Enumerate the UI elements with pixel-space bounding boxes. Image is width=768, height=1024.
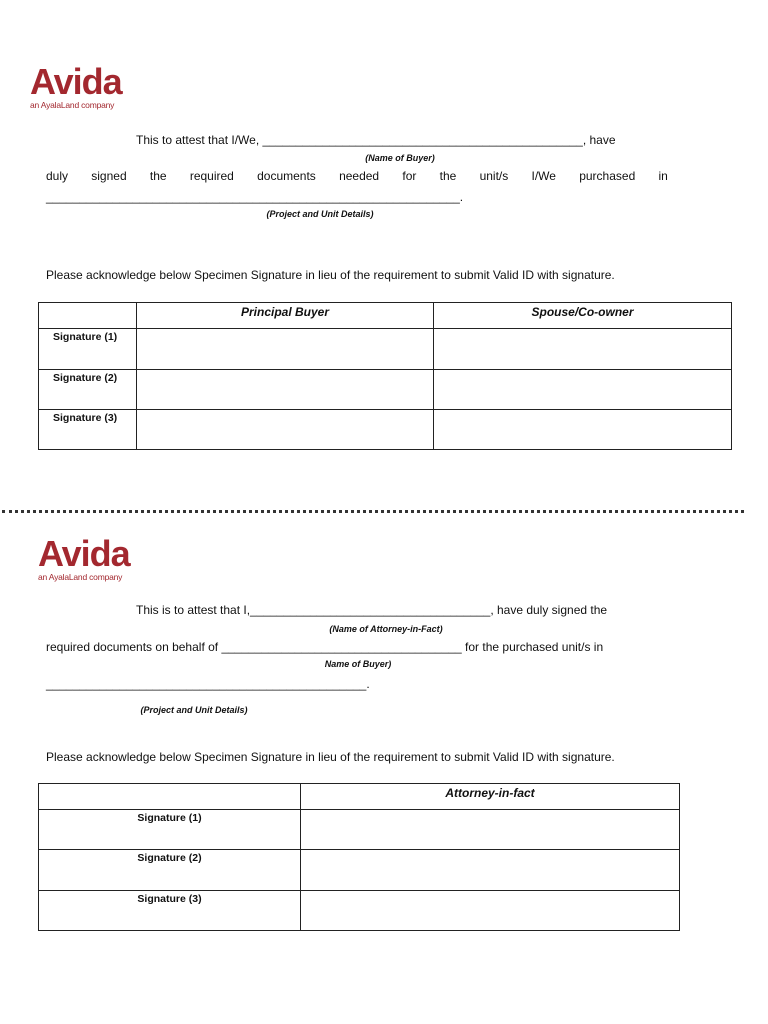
line-word: unit/s xyxy=(479,169,509,183)
logo-wordmark: Avida xyxy=(38,533,130,574)
attest-line-2 xyxy=(46,640,603,654)
table-row xyxy=(39,850,680,891)
row-label-signature-3: Signature (3) xyxy=(39,891,301,931)
table-header-row xyxy=(39,303,732,329)
header-cell-empty xyxy=(39,303,137,329)
logo-wordmark: Avida xyxy=(30,61,122,102)
attest-line-3 xyxy=(46,677,370,691)
project-details-blank[interactable]: ________________________________________________ xyxy=(46,677,367,691)
cut-line-divider xyxy=(2,510,744,513)
logo-tagline: an AyalaLand company xyxy=(38,572,123,582)
line-word: documents xyxy=(257,169,316,183)
line-word: the xyxy=(149,169,167,183)
name-of-buyer-note: Name of Buyer) xyxy=(324,659,392,669)
line-word: needed xyxy=(339,169,380,183)
attest-prefix: This is to attest that I, xyxy=(136,603,251,617)
signature-table-buyers xyxy=(38,302,732,450)
behalf-suffix: for the purchased unit/s in xyxy=(461,640,604,654)
acknowledge-text: Please acknowledge below Specimen Signature in lieu of the requirement to submit Valid ID with signature. xyxy=(46,268,615,282)
line-word: signed xyxy=(91,169,127,183)
row-label-signature-1: Signature (1) xyxy=(39,329,137,370)
signature-table-attorney xyxy=(38,783,680,931)
attest-line-2 xyxy=(46,169,668,183)
table-row xyxy=(39,370,732,410)
attest-suffix: , have duly signed the xyxy=(490,603,608,617)
signature-box-principal-1[interactable] xyxy=(137,329,434,370)
attest-line-1 xyxy=(136,133,616,147)
attest-suffix: , have xyxy=(582,133,616,147)
signature-box-attorney-3[interactable] xyxy=(301,891,680,931)
acknowledge-text: Please acknowledge below Specimen Signature in lieu of the requirement to submit Valid ID with signature. xyxy=(46,750,615,764)
signature-box-principal-3[interactable] xyxy=(137,410,434,450)
project-unit-note: (Project and Unit Details) xyxy=(266,209,374,219)
table-row xyxy=(39,410,732,450)
line-period: . xyxy=(366,677,370,691)
line-word: required xyxy=(189,169,234,183)
table-row xyxy=(39,810,680,850)
attorney-name-blank[interactable]: ____________________________________ xyxy=(250,603,491,617)
line-word: purchased xyxy=(579,169,636,183)
name-of-buyer-note: (Name of Buyer) xyxy=(365,153,435,163)
table-row xyxy=(39,891,680,931)
line-word: in xyxy=(658,169,668,183)
header-principal-buyer: Principal Buyer xyxy=(137,303,434,329)
line-word: duly xyxy=(46,169,69,183)
project-unit-note: (Project and Unit Details) xyxy=(140,705,248,715)
line-period: . xyxy=(459,190,464,204)
avida-logo xyxy=(38,533,148,582)
avida-logo xyxy=(30,61,140,110)
signature-box-principal-2[interactable] xyxy=(137,370,434,410)
signature-box-attorney-1[interactable] xyxy=(301,810,680,850)
header-cell-empty xyxy=(39,784,301,810)
buyer-name-blank[interactable]: ____________________________________ xyxy=(221,640,462,654)
signature-box-spouse-1[interactable] xyxy=(434,329,732,370)
attest-line-3 xyxy=(46,190,463,204)
attest-line-1 xyxy=(136,603,607,617)
row-label-signature-2: Signature (2) xyxy=(39,370,137,410)
row-label-signature-3: Signature (3) xyxy=(39,410,137,450)
header-attorney-in-fact: Attorney-in-fact xyxy=(301,784,680,810)
buyer-name-blank[interactable]: ________________________________________________ xyxy=(262,133,583,147)
line-word: for xyxy=(402,169,417,183)
project-details-blank[interactable]: ______________________________________________________________ xyxy=(46,190,460,204)
name-of-attorney-note: (Name of Attorney-in-Fact) xyxy=(329,624,443,634)
signature-box-spouse-3[interactable] xyxy=(434,410,732,450)
attest-prefix: This to attest that I/We, xyxy=(136,133,263,147)
logo-tagline: an AyalaLand company xyxy=(30,100,115,110)
table-header-row xyxy=(39,784,680,810)
row-label-signature-1: Signature (1) xyxy=(39,810,301,850)
line-word: I/We xyxy=(531,169,556,183)
table-row xyxy=(39,329,732,370)
row-label-signature-2: Signature (2) xyxy=(39,850,301,891)
line-word: the xyxy=(439,169,457,183)
behalf-prefix: required documents on behalf of xyxy=(46,640,222,654)
signature-box-attorney-2[interactable] xyxy=(301,850,680,891)
header-spouse-co-owner: Spouse/Co-owner xyxy=(434,303,732,329)
signature-box-spouse-2[interactable] xyxy=(434,370,732,410)
